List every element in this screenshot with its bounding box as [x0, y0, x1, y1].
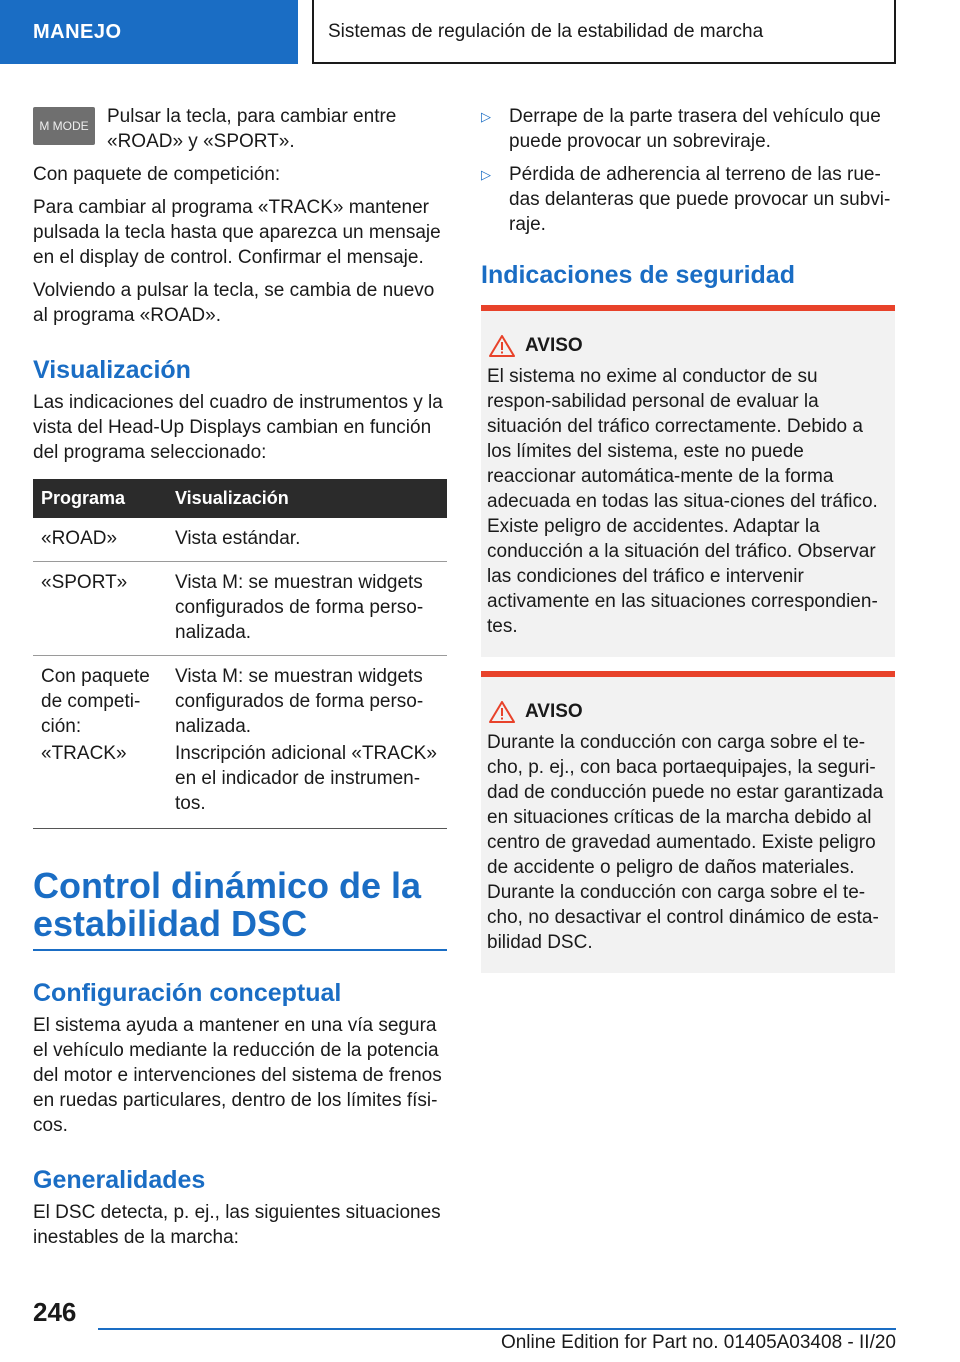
mode-instruction — [33, 104, 447, 154]
list-item — [481, 162, 895, 237]
table-row — [33, 518, 447, 562]
table-header-programa: Programa — [33, 479, 167, 518]
warning-box — [481, 671, 895, 973]
page-number: 246 — [33, 1297, 77, 1327]
heading-configuracion: Configuración conceptual — [33, 979, 342, 1007]
table-cell-program: Con paquete de competi-ción: — [41, 666, 150, 737]
warning-header — [487, 699, 885, 724]
table-header-visualizacion: Visualización — [167, 479, 447, 518]
table-header-row — [33, 479, 447, 518]
footer-edition: Online Edition for Part no. 01405A03408 - II/20 — [500, 1332, 896, 1353]
heading-seguridad: Indicaciones de seguridad — [481, 261, 795, 289]
m-mode-button-icon — [33, 107, 95, 145]
warning-text: El sistema no exime al conductor de su respon-sabilidad personal de evaluar la situación del tráfico correctamente. Debido a los límites del sistema, este no puede reaccionar automática-mente de la forma adecuada en todas las situa-ciones del tráfico. Existe peligro de accidentes. Adaptar la conducción a la situación del tráfico. Observar las condiciones del tráfico e intervenir activamente en las situaciones correspondien-tes. — [487, 366, 878, 637]
chapter-label: MANEJO — [33, 20, 122, 43]
list-item — [481, 104, 895, 154]
table-cell-display: Inscripción adicional «TRACK» en el indicador de instrumen-tos. — [167, 741, 447, 829]
chapter-tab — [0, 0, 298, 64]
warning-header — [487, 333, 885, 358]
triangle-bullet-icon: ▷ — [481, 167, 491, 182]
m-mode-label: M MODE — [39, 118, 89, 133]
paragraph-track: Para cambiar al programa «TRACK» mantener pulsada la tecla hasta que aparezca un mensaje en el display de control. Confirmar el mensaje. — [33, 197, 441, 268]
table-row — [33, 656, 447, 742]
triangle-bullet-icon: ▷ — [481, 109, 491, 124]
section-title — [312, 0, 896, 64]
heading-generalidades: Generalidades — [33, 1166, 206, 1194]
paragraph-configuracion: El sistema ayuda a mantener en una vía segura el vehículo mediante la reducción de la potencia del motor e intervenciones del sistema de frenos en ruedas particulares, dentro de los límites físi-cos. — [33, 1015, 442, 1136]
table-cell-display: Vista M: se muestran widgets configurados de forma perso-nalizada. — [175, 666, 424, 737]
list-item-text: Pérdida de adherencia al terreno de las rue-das delanteras que puede provocar un subvi-raje. — [509, 164, 891, 235]
table-cell-display: Vista estándar. — [167, 518, 447, 562]
table-cell-program: «TRACK» — [33, 741, 167, 829]
paragraph-visualizacion: Las indicaciones del cuadro de instrumentos y la vista del Head-Up Displays cambian en función del programa seleccionado: — [33, 392, 443, 463]
section-title-text: Sistemas de regulación de la estabilidad de marcha — [328, 20, 764, 42]
program-table — [33, 479, 447, 829]
table-cell-program: «ROAD» — [33, 518, 167, 562]
table-row — [33, 741, 447, 829]
heading-dsc: Control dinámico de la estabilidad DSC — [33, 867, 447, 951]
table-cell-display: Vista M: se muestran widgets configurados de forma perso-nalizada. — [167, 562, 447, 656]
table-row — [33, 562, 447, 656]
mode-text: Pulsar la tecla, para cambiar entre «ROAD» y «SPORT». — [107, 106, 397, 152]
right-column — [481, 104, 895, 973]
table-cell-program: «SPORT» — [33, 562, 167, 656]
warning-triangle-icon — [489, 701, 515, 723]
paragraph-generalidades: El DSC detecta, p. ej., las siguientes situaciones inestables de la marcha: — [33, 1202, 441, 1248]
warning-title: AVISO — [525, 701, 583, 722]
left-column — [33, 104, 447, 1258]
warning-triangle-icon — [489, 335, 515, 357]
heading-visualizacion: Visualización — [33, 356, 191, 384]
paragraph-competition: Con paquete de competición: — [33, 164, 281, 185]
paragraph-road: Volviendo a pulsar la tecla, se cambia de nuevo al programa «ROAD». — [33, 280, 435, 326]
warning-title: AVISO — [525, 335, 583, 356]
warning-text: Durante la conducción con carga sobre el te-cho, p. ej., con baca portaequipajes, la seguri-dad de conducción puede no estar garantizada en situaciones críticas de la marcha debido al centro de gravedad aumentado. Existe peligro de accidente o peligro de daños materiales. Durante la conducción con carga sobre el te-cho, no desactivar el control dinámico de esta-bilidad DSC. — [487, 732, 884, 953]
warning-box — [481, 305, 895, 657]
list-item-text: Derrape de la parte trasera del vehículo que puede provocar un sobreviraje. — [509, 106, 881, 152]
situation-list — [481, 104, 895, 237]
